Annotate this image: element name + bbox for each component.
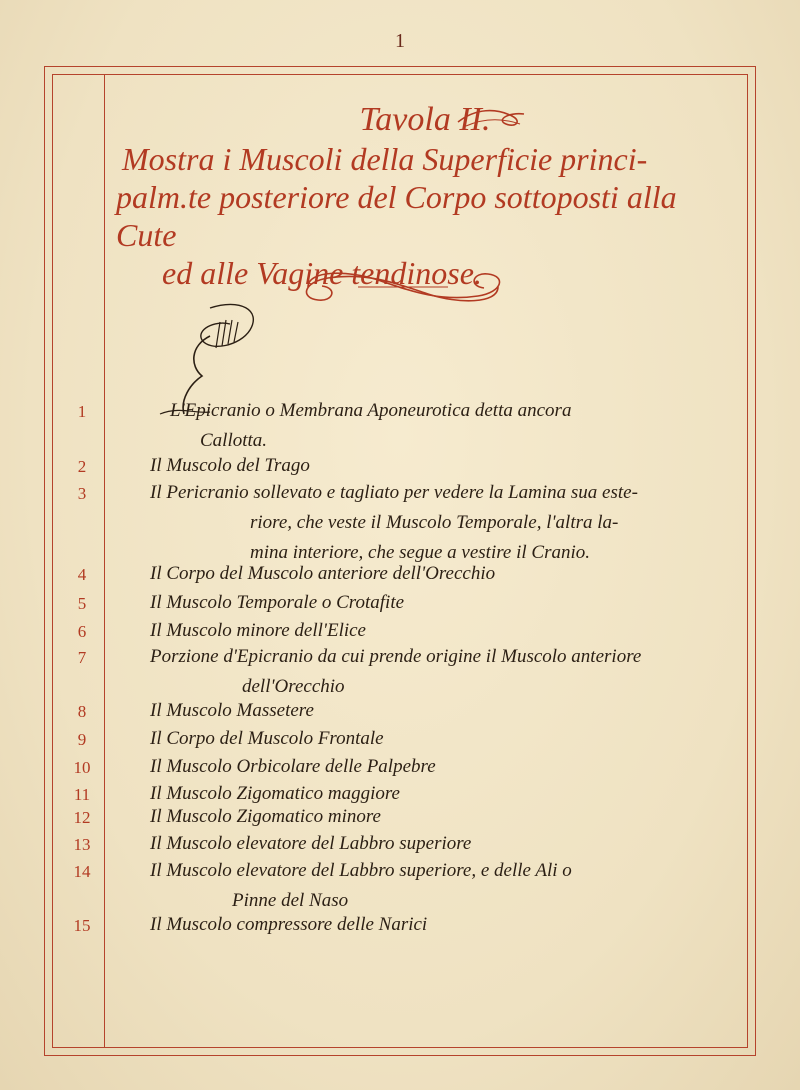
legend-item-number: 5: [77, 594, 87, 613]
margin-rule: [104, 74, 105, 1048]
legend-item-text: Il Muscolo compressore delle Narici: [150, 914, 428, 935]
legend-item-text-continued: riore, che veste il Muscolo Temporale, l'altra la-: [250, 512, 619, 533]
legend-item-text: Il Muscolo Zigomatico maggiore: [150, 783, 400, 804]
legend-item-text: Il Muscolo Temporale o Crotafite: [150, 592, 405, 613]
legend-item-number: 10: [73, 758, 91, 777]
title-flourish-icon: [456, 106, 526, 132]
legend-item-text: Il Corpo del Muscolo anteriore dell'Orecchio: [150, 563, 496, 584]
scroll-ornament-icon: [288, 262, 518, 312]
legend-item-text: Il Muscolo del Trago: [150, 455, 310, 476]
legend-item-text-continued: Pinne del Naso: [232, 890, 349, 911]
legend-item-text: Il Pericranio sollevato e tagliato per vedere la Lamina sua este-: [150, 482, 638, 503]
legend-item-text: Il Muscolo Zigomatico minore: [150, 806, 381, 827]
legend-item-number: 13: [73, 835, 91, 854]
legend-item-number: 2: [77, 457, 87, 476]
legend-item-number: 1: [77, 402, 87, 421]
legend-item-number: 14: [73, 862, 91, 881]
title-line-3: palm.te posteriore del Corpo sottoposti alla Cute: [116, 179, 677, 253]
legend-item-number: 15: [73, 916, 91, 935]
legend-item-number: 12: [73, 808, 91, 827]
legend-item-number: 4: [77, 565, 87, 584]
legend-item-text: Il Muscolo elevatore del Labbro superiore, e delle Ali o: [150, 860, 572, 881]
legend-item-number: 8: [77, 702, 87, 721]
legend-item-number: 3: [77, 484, 87, 503]
legend-item-text-continued: dell'Orecchio: [242, 676, 345, 697]
legend-item-number: 6: [77, 622, 87, 641]
legend-item-number: 11: [73, 785, 91, 804]
page-number: 1: [395, 30, 405, 52]
legend-item-text: Il Muscolo minore dell'Elice: [150, 620, 366, 641]
legend-item-number: 7: [77, 648, 87, 667]
legend-item-text-continued: Callotta.: [200, 430, 268, 451]
legend-item-text: Il Corpo del Muscolo Frontale: [150, 728, 384, 749]
legend-item-number: 9: [77, 730, 87, 749]
legend-item-text: Porzione d'Epicranio da cui prende origine il Muscolo anteriore: [150, 646, 642, 667]
legend-item-text: Il Muscolo Orbicolare delle Palpebre: [150, 756, 436, 777]
title-line-4: ed alle Vagine tendinose.: [162, 255, 482, 291]
legend-item-text: L'Epicranio o Membrana Aponeurotica detta ancora: [170, 400, 572, 421]
title-line-2: Mostra i Muscoli della Superficie princi-: [122, 141, 648, 177]
legend-item-text: Il Muscolo Massetere: [150, 700, 314, 721]
title-line-1: Tavola II.: [359, 101, 491, 138]
legend-item-text-continued: mina interiore, che segue a vestire il Cranio.: [250, 542, 591, 563]
legend-item-text: Il Muscolo elevatore del Labbro superiore: [150, 833, 472, 854]
